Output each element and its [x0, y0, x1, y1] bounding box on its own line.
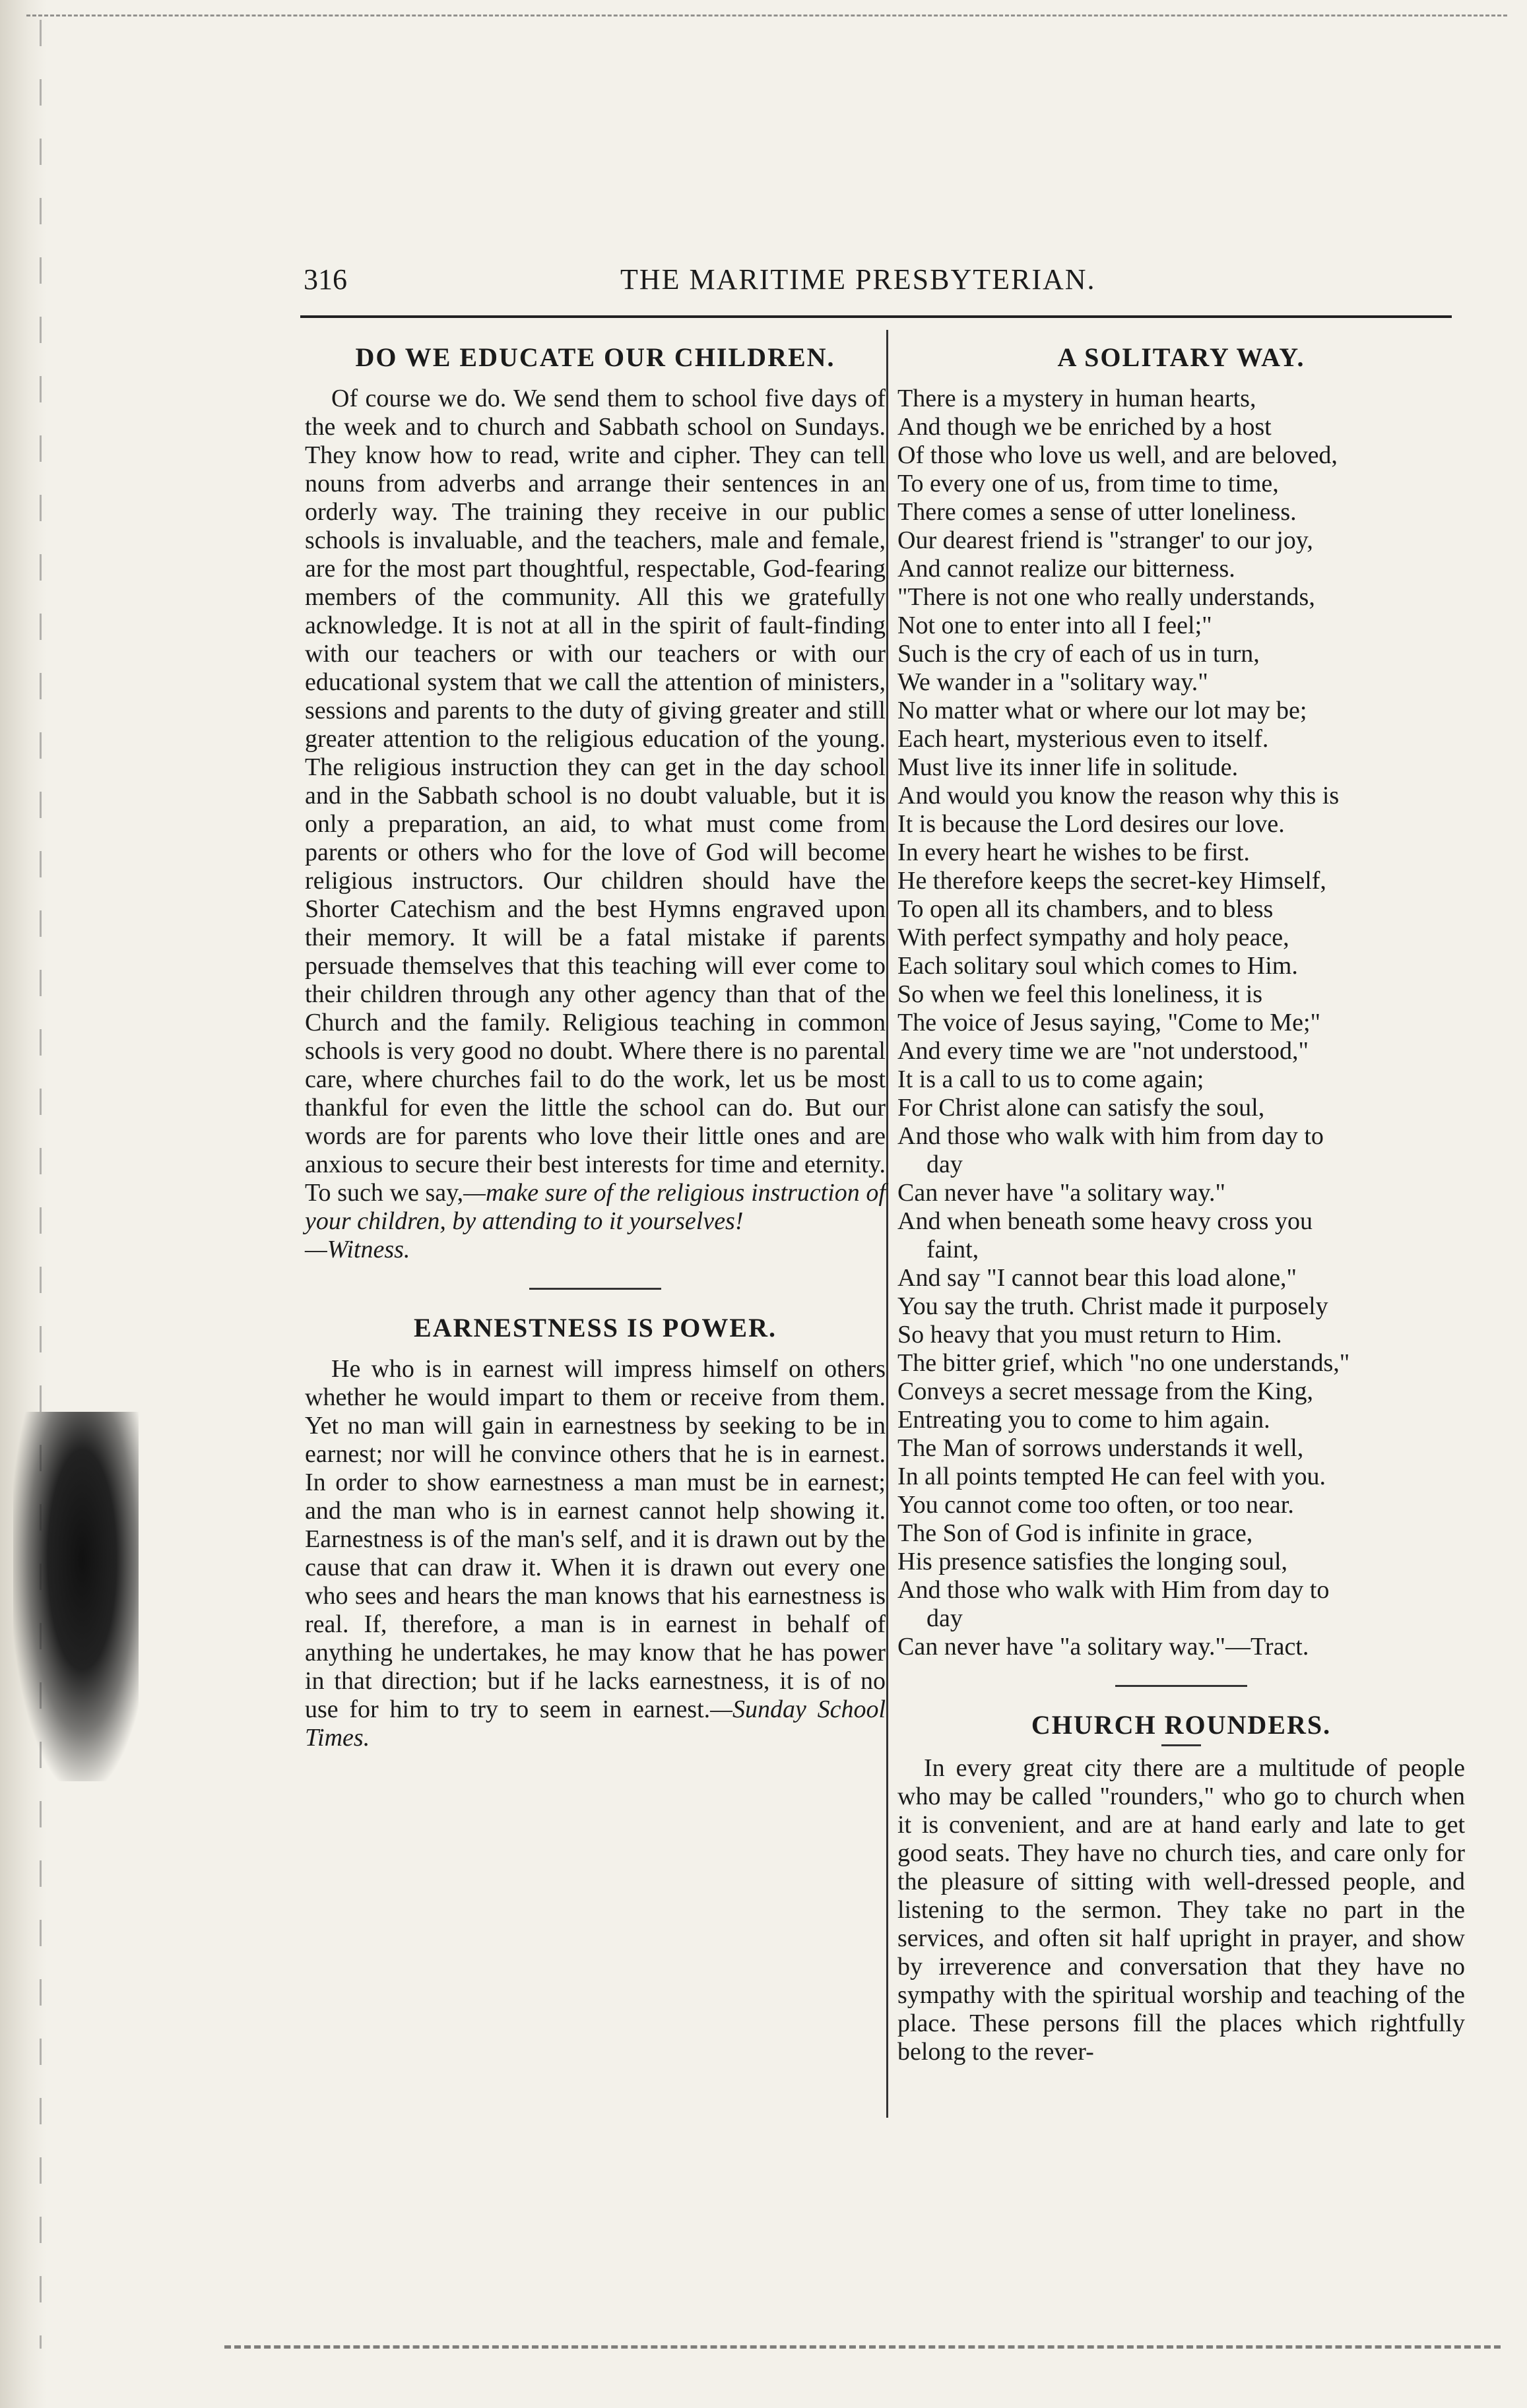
poem-line: And would you know the reason why this is — [897, 782, 1340, 809]
poem-lines — [897, 385, 1465, 1661]
article-body — [305, 385, 886, 1264]
poem-line: No matter what or where our lot may be; — [897, 697, 1307, 724]
article-italic-text: —make sure of the religious instruction of your children, by attending to it yourselves! — [305, 1179, 886, 1235]
poem-line: Entreating you to come to him again. — [897, 1406, 1270, 1434]
poem-line: You say the truth. Christ made it purposely — [897, 1292, 1328, 1320]
poem-line: And those who walk with Him from day to — [897, 1576, 1330, 1604]
header-rule — [300, 315, 1452, 318]
article-source: —Witness. — [305, 1236, 410, 1263]
article-text: Of course we do. We send them to school five days of the week and to church and Sabbath school on Sundays. They know how to read, write and cipher. They can tell nouns from adverbs and arrange their sentences in an orderly way. The training they receive in our public schools is invaluable, and the teachers, male and female, are for the most part thoughtful, respectable, God-fearing members of the community. All this we gratefully acknowledge. It is not at all in the spirit of fault-finding with our teachers or with our teachers or with our educational system that we call the attention of ministers, sessions and parents to the duty of giving greater and still greater attention to the religious education of the young. The religious instruction they can get in the day school and in the Sabbath school is no doubt valuable, but it is only a preparation, an aid, to what must come from parents or others who for the love of God will become religious instructors. Our children should have the Shorter Catechism and the best Hymns engraved upon their memory. It will be a fatal mistake if parents persuade themselves that this teaching will ever come to their children through any other agency than that of the Church and the family. Religious teaching in common schools is very good no doubt. Where there is no parental care, where churches fail to do the work, let us be most thankful for even the little the school can do. But our words are for parents who love their little ones and are anxious to secure their best interests for time and eternity. To such we say, — [305, 385, 886, 1207]
poem-line: And every time we are "not understood," — [897, 1037, 1309, 1065]
bottom-scan-line — [224, 2345, 1501, 2353]
article-earnestness — [305, 1314, 886, 1752]
poem-line: Must live its inner life in solitude. — [897, 753, 1239, 781]
poem-line: Can never have "a solitary way." — [897, 1179, 1226, 1207]
ink-stain — [13, 1412, 139, 1781]
poem-line: And when beneath some heavy cross you — [897, 1207, 1313, 1235]
article-text: He who is in earnest will impress himself on others whether he would impart to them or receive from them. Yet no man will gain in earnestness by seeking to be in earnest; nor will he convince others that he is in earnest. In order to show earnestness a man must be in earnest; and the man who is in earnest cannot help showing it. Earnestness is of the man's self, and it is drawn out by the cause that can draw it. When it is drawn out every one who sees and hears the man knows that his earnestness is real. If, therefore, a man is in earnest in behalf of anything he undertakes, he may know that he has power in that direction; but if he lacks earnestness, it is of no use for him to try to seem in earnest. — [305, 1355, 886, 1723]
poem-line: So when we feel this loneliness, it is — [897, 980, 1263, 1008]
article-body: In every great city there are a multitude of people who may be called "rounders," who go to church when it is convenient, and are at hand early and late to get good seats. They have no church ties, and care only for the pleasure of sitting with well-dressed people, and listening to the sermon. They take no part in the services, and often sit half upright in prayer, and show by irreverence and conversation that they have no sympathy with the spiritual worship and teaching of the place. These persons fill the places which rightfully belong to the rever- — [897, 1754, 1465, 2066]
poem-line: Our dearest friend is "stranger' to our joy, — [897, 526, 1313, 554]
page-edge-line — [40, 20, 42, 2349]
poem-solitary-way — [897, 343, 1465, 1661]
poem-line: With perfect sympathy and holy peace, — [897, 924, 1289, 951]
poem-line: And those who walk with him from day to — [897, 1122, 1324, 1150]
poem-line: Of those who love us well, and are beloved, — [897, 441, 1338, 469]
article-body — [305, 1355, 886, 1752]
poem-line: You cannot come too often, or too near. — [897, 1491, 1294, 1519]
poem-line: His presence satisfies the longing soul, — [897, 1548, 1288, 1575]
page-number: 316 — [304, 263, 347, 296]
poem-line: We wander in a "solitary way." — [897, 668, 1208, 696]
poem-line: Each heart, mysterious even to itself. — [897, 725, 1269, 753]
poem-line: The voice of Jesus saying, "Come to Me;" — [897, 1009, 1321, 1036]
column-divider — [886, 330, 888, 2118]
journal-title: THE MARITIME PRESBYTERIAN. — [620, 263, 1096, 296]
article-heading: DO WE EDUCATE OUR CHILDREN. — [355, 342, 835, 372]
article-source: —Sunday School Times. — [305, 1695, 886, 1752]
poem-line: day — [926, 1604, 963, 1632]
article-heading: CHURCH ROUNDERS. — [1031, 1710, 1332, 1740]
poem-line: There comes a sense of utter loneliness. — [897, 498, 1297, 526]
poem-line: So heavy that you must return to Him. — [897, 1321, 1282, 1348]
poem-line: In every heart he wishes to be first. — [897, 839, 1250, 866]
poem-line: The Man of sorrows understands it well, — [897, 1434, 1304, 1462]
section-rule — [1115, 1685, 1247, 1687]
left-column — [305, 343, 886, 1752]
poem-line: The Son of God is infinite in grace, — [897, 1519, 1253, 1547]
poem-line: Each solitary soul which comes to Him. — [897, 952, 1298, 980]
poem-line: Such is the cry of each of us in turn, — [897, 640, 1260, 668]
poem-line: He therefore keeps the secret-key Himself, — [897, 867, 1326, 895]
top-scan-line — [26, 15, 1507, 19]
heading-dash — [1161, 1744, 1201, 1746]
poem-line: And cannot realize our bitterness. — [897, 555, 1235, 583]
poem-line: faint, — [926, 1236, 979, 1263]
poem-line: And say "I cannot bear this load alone," — [897, 1264, 1297, 1292]
article-church-rounders — [897, 1711, 1465, 2066]
poem-line: In all points tempted He can feel with you. — [897, 1463, 1326, 1490]
right-column — [897, 343, 1465, 2066]
poem-line: It is because the Lord desires our love. — [897, 810, 1285, 838]
poem-heading: A SOLITARY WAY. — [1057, 342, 1305, 372]
poem-line: The bitter grief, which "no one understands," — [897, 1349, 1350, 1377]
poem-line: There is a mystery in human hearts, — [897, 385, 1256, 412]
poem-line: Can never have "a solitary way."—Tract. — [897, 1633, 1309, 1661]
poem-line: It is a call to us to come again; — [897, 1065, 1204, 1093]
poem-line: To open all its chambers, and to bless — [897, 895, 1274, 923]
poem-line: Not one to enter into all I feel;" — [897, 612, 1212, 639]
poem-line: Conveys a secret message from the King, — [897, 1378, 1313, 1405]
poem-line: For Christ alone can satisfy the soul, — [897, 1094, 1265, 1122]
page-header — [304, 263, 1452, 302]
article-educate-children — [305, 343, 886, 1264]
section-rule — [529, 1288, 661, 1290]
poem-line: To every one of us, from time to time, — [897, 470, 1279, 497]
poem-line: "There is not one who really understands, — [897, 583, 1315, 611]
article-heading: EARNESTNESS IS POWER. — [414, 1313, 777, 1343]
poem-line: And though we be enriched by a host — [897, 413, 1272, 441]
poem-line: day — [926, 1151, 963, 1178]
